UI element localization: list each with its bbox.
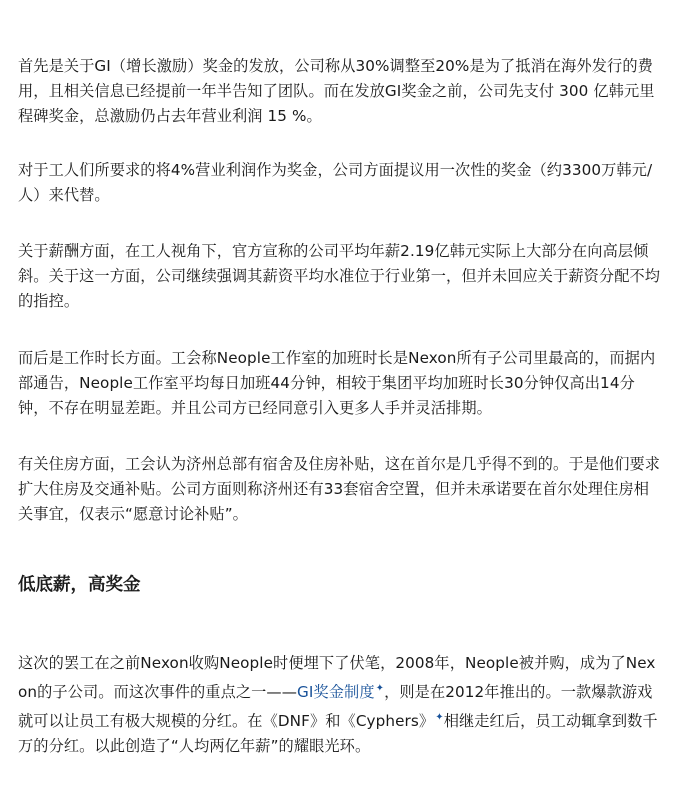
section-heading: 低底薪，高奖金 xyxy=(18,575,141,595)
paragraph-salary: 关于薪酬方面，在工人视角下，官方宣称的公司平均年薪2.19亿韩元实际上大部分在向高层倾斜。关于这一方面，公司继续强调其薪资平均水准位于行业第一，但并未回应关于薪资分配不均的指控。 xyxy=(18,242,661,310)
paragraph-operating-profit-bonus: 对于工人们所要求的将4%营业利润作为奖金，公司方面提议用一次性的奖金（约3300万韩元/人）来代替。 xyxy=(18,161,653,204)
text-after-link: ，则是在2012年推出的。一款爆款游戏就可以让员工有极大规模的分红。在《DNF》和《Cyphers》 xyxy=(18,683,653,730)
gi-bonus-link[interactable]: GI奖金制度 xyxy=(297,683,375,701)
paragraph-gi-bonus: 首先是关于GI（增长激励）奖金的发放，公司称从30%调整至20%是为了抵消在海外发行的费用，且相关信息已经提前一年半告知了团队。而在发放GI奖金之前，公司先支付 300 亿韩元里程碑奖金，总激励仍占去年营业利润 15 %。 xyxy=(18,57,655,125)
paragraph-working-hours: 而后是工作时长方面。工会称Neople工作室的加班时长是Nexon所有子公司里最高的，而据内部通告，Neople工作室平均每日加班44分钟，相较于集团平均加班时长30分钟仅高出14分钟，不存在明显差距。并且公司方已经同意引入更多人手并灵活排期。 xyxy=(18,349,656,417)
paragraph-strike-background xyxy=(18,651,663,759)
cyphers-sparkle-icon[interactable]: ✦ xyxy=(435,712,444,723)
text-before-link: 这次的罢工在之前Nexon收购Neople时便埋下了伏笔，2008年，Neople被并购，成为了Nexon的子公司。而这次事件的重点之一—— xyxy=(18,654,656,701)
link-sparkle-icon[interactable]: ✦ xyxy=(375,683,385,694)
paragraph-housing: 有关住房方面，工会认为济州总部有宿舍及住房补贴，这在首尔是几乎得不到的。于是他们要求扩大住房及交通补贴。公司方面则称济州还有33套宿舍空置，但并未承诺要在首尔处理住房相关事宜，仅表示“愿意讨论补贴”。 xyxy=(18,455,661,523)
article-body xyxy=(18,54,663,785)
text-tail: 相继走红后，员工动辄拿到数千万的分红。以此创造了“人均两亿年薪”的耀眼光环。 xyxy=(18,712,658,755)
